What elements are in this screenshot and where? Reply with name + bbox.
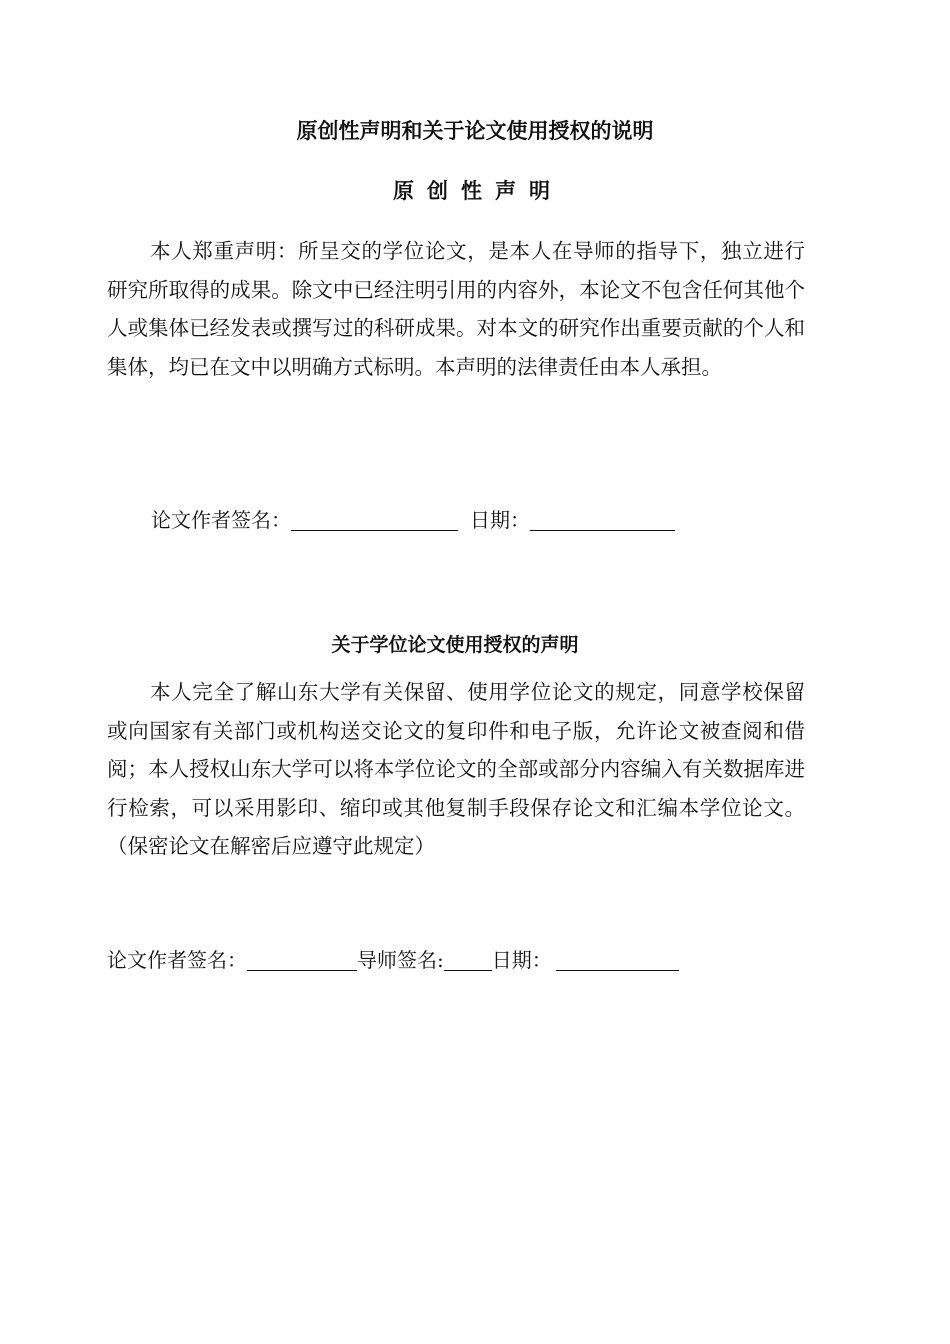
date-blank[interactable] — [556, 948, 679, 971]
originality-heading: 原创性声明 — [393, 179, 563, 203]
author-signature-blank[interactable] — [247, 948, 357, 971]
originality-signature-row — [151, 505, 675, 535]
authorization-signature-row — [107, 945, 679, 975]
date-blank[interactable] — [530, 508, 675, 531]
author-signature-label: 论文作者签名： — [107, 948, 247, 972]
date-label: 日期： — [491, 948, 552, 972]
page-title: 原创性声明和关于论文使用授权的说明 — [296, 119, 654, 143]
originality-statement: 本人郑重声明：所呈交的学位论文，是本人在导师的指导下，独立进行研究所取得的成果。除文中已经注明引用的内容外，本论文不包含任何其他个人或集体已经发表或撰写过的科研成果。对本文的研究作出重要贡献的个人和集体，均已在文中以明确方式标明。本声明的法律责任由本人承担。 — [107, 239, 805, 379]
authorization-heading: 关于学位论文使用授权的声明 — [331, 634, 579, 656]
advisor-signature-blank[interactable] — [444, 948, 492, 971]
advisor-signature-label: 导师签名: — [357, 948, 444, 972]
date-label: 日期： — [470, 508, 530, 532]
author-signature-blank[interactable] — [291, 508, 458, 531]
authorization-statement: 本人完全了解山东大学有关保留、使用学位论文的规定，同意学校保留或向国家有关部门或机构送交论文的复印件和电子版，允许论文被查阅和借阅；本人授权山东大学可以将本学位论文的全部或部分内容编入有关数据库进行检索，可以采用影印、缩印或其他复制手段保存论文和汇编本学位论文。（保密论文在解密后应遵守此规定） — [107, 680, 805, 858]
author-signature-label: 论文作者签名： — [151, 508, 291, 532]
